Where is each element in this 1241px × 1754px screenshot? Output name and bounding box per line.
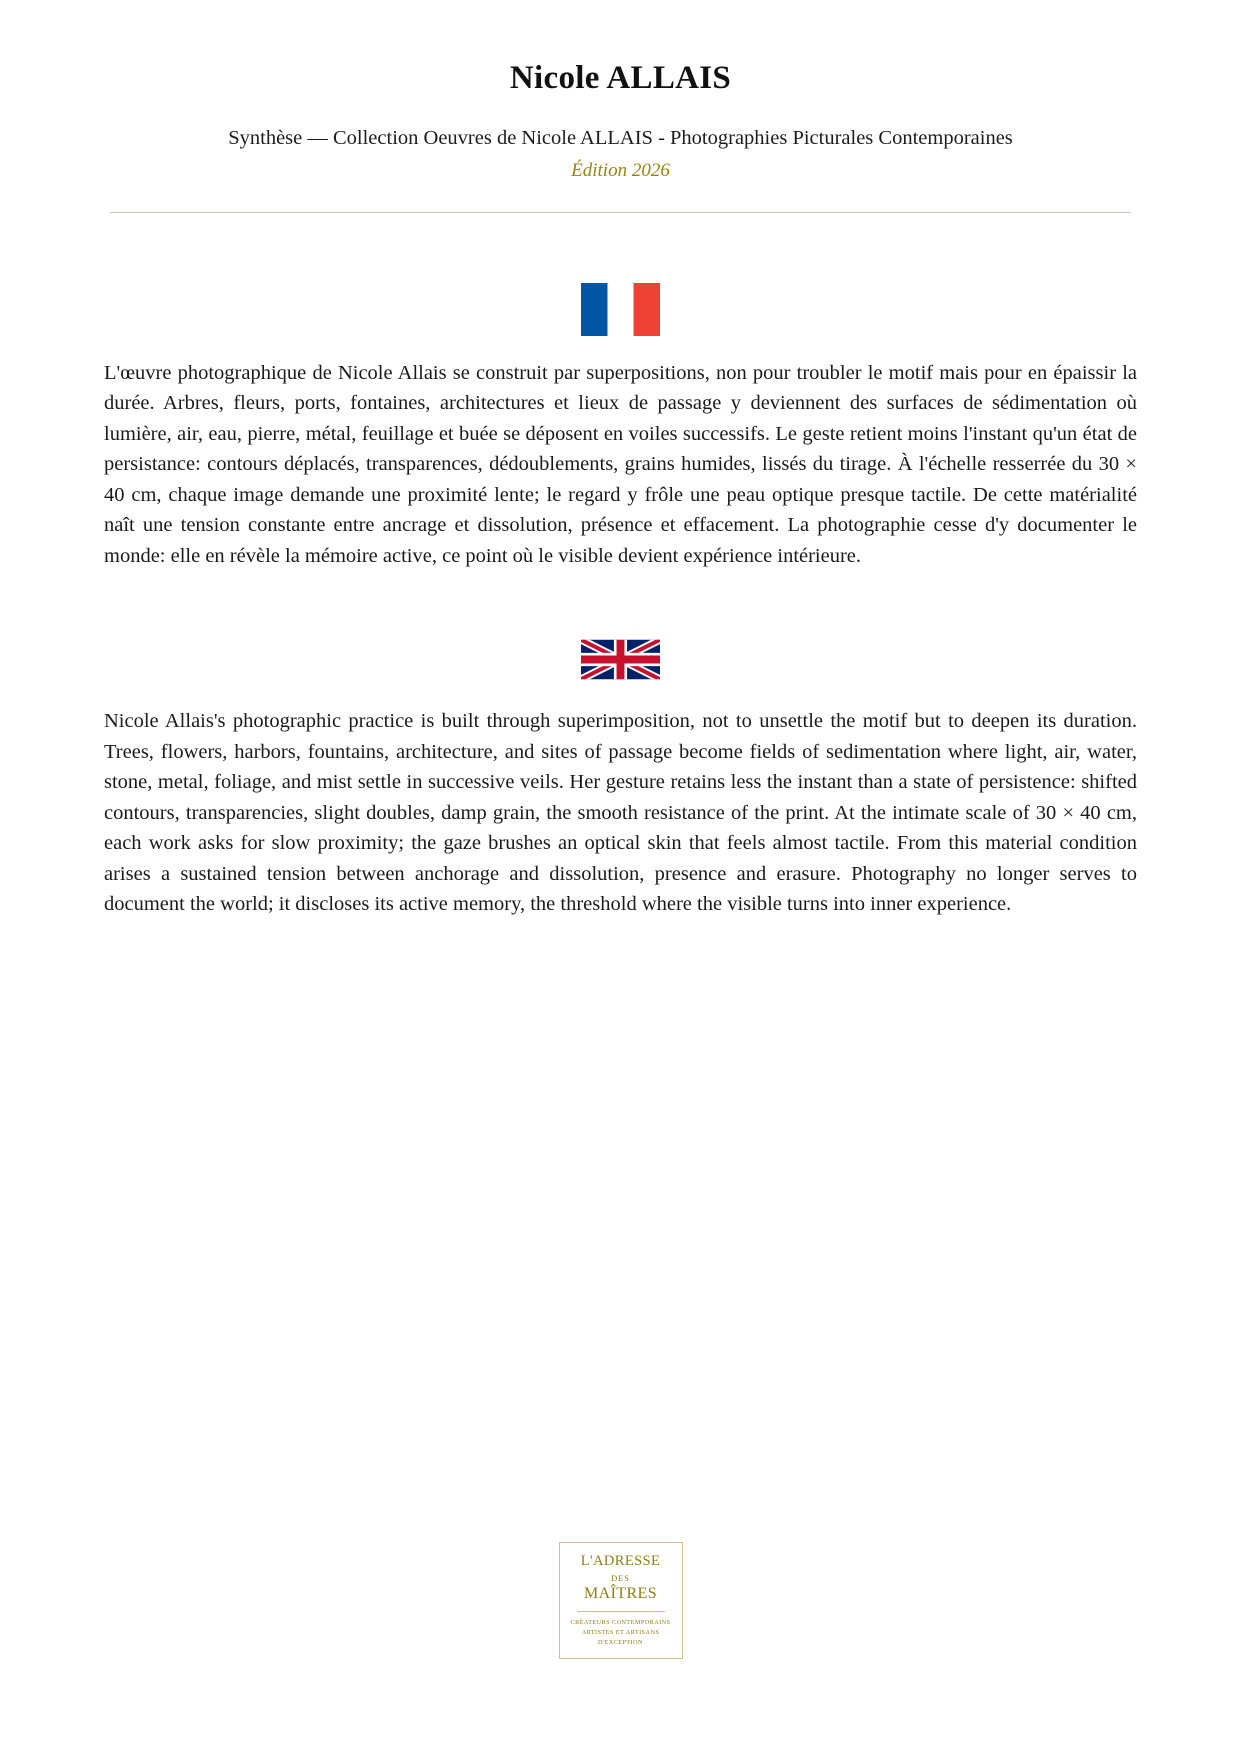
document-subtitle: Synthèse — Collection Oeuvres de Nicole ALLAIS - Photographies Picturales Contemporaines [228,127,1013,150]
logo-subtitle-artistes: ARTISTES ET ARTISANS [581,1629,660,1637]
logo-subtitle-createurs: CRÉATEURS CONTEMPORAINS [570,1618,671,1626]
section-english [0,571,1241,920]
uk-flag-container [0,571,1241,686]
french-flag-icon [581,283,660,336]
logo-divider [577,1611,665,1612]
logo-line-des: DES [611,1573,630,1584]
section-french [0,213,1241,572]
brand-logo [559,1542,683,1659]
french-flag-container [0,213,1241,336]
united-kingdom-flag-icon [581,633,660,686]
logo-line-adresse: L'ADRESSE [580,1553,661,1569]
logo-subtitle-exception: D'EXCEPTION [598,1639,643,1647]
page-title: Nicole ALLAIS [509,60,732,96]
french-body-text: L'œuvre photographique de Nicole Allais se construit par superpositions, non pour troubler le motif mais pour en épaissir la durée. Arbres, fleurs, ports, fontaines, architectures et lieux de passage y deviennent des surfaces de sédimentation où lumière, air, eau, pierre, métal, feuillage et buée se déposent en voiles successifs. Le geste retient moins l'instant qu'un état de persistance: contours déplacés, transparences, dédoublements, grains humides, lissés du tirage. À l'échelle resserrée du 30 × 40 cm, chaque image demande une proximité lente; le regard y frôle une peau optique presque tactile. De cette matérialité naît une tension constante entre ancrage et dissolution, présence et effacement. La photographie cesse d'y documenter le monde: elle en révèle la mémoire active, ce point où le visible devient expérience intérieure. [104,361,1137,567]
document-footer [0,1454,1241,1754]
document-header [0,0,1241,184]
document-edition: Édition 2026 [571,159,670,181]
english-body-text: Nicole Allais's photographic practice is built through superimposition, not to unsettle the motif but to deepen its duration. Trees, flowers, harbors, fountains, architecture, and sites of passage become fields of sedimentation where light, air, water, stone, metal, foliage, and mist settle in successive veils. Her gesture retains less the instant than a state of persistence: shifted contours, transparencies, slight doubles, damp grain, the smooth resistance of the print. At the intimate scale of 30 × 40 cm, each work asks for slow proximity; the gaze brushes an optical skin that feels almost tactile. From this material condition arises a sustained tension between anchorage and dissolution, presence and erasure. Photography no longer serves to document the world; it discloses its active memory, the threshold where the visible turns into inner experience. [104,710,1137,916]
logo-line-maitres: MAÎTRES [583,1585,658,1603]
